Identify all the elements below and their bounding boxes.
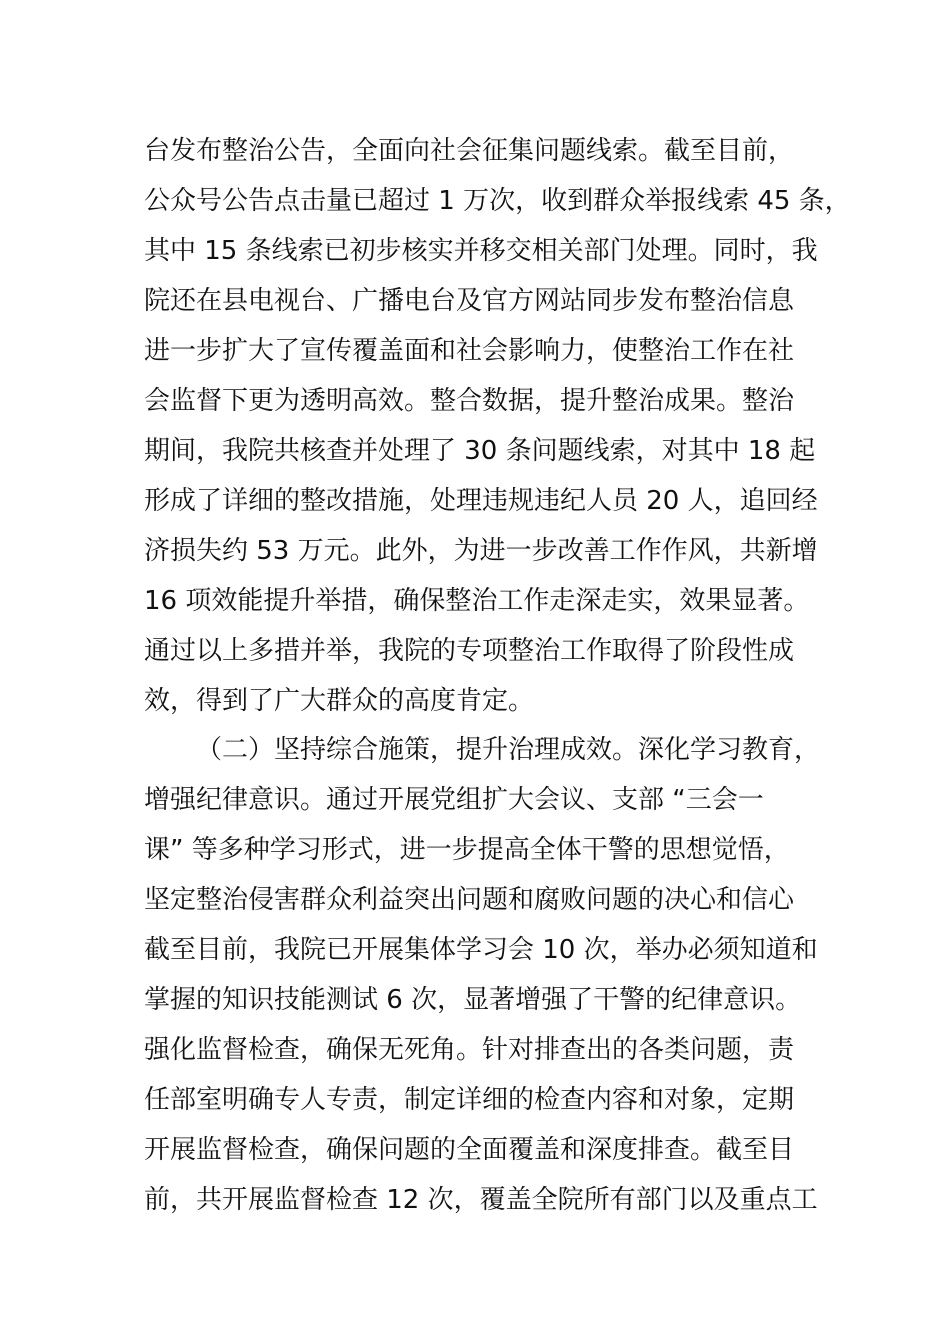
text-line: 济损失约 53 万元。此外，为进一步改善工作作风，共新增 — [144, 536, 818, 566]
text-line: 形成了详细的整改措施，处理违规违纪人员 20 人，追回经 — [144, 486, 818, 516]
text-line: 前，共开展监督检查 12 次，覆盖全院所有部门以及重点工 — [144, 1185, 818, 1215]
text-line: 16 项效能提升举措，确保整治工作走深走实，效果显著。 — [144, 586, 810, 616]
text-line: 其中 15 条线索已初步核实并移交相关部门处理。同时，我 — [144, 236, 818, 266]
text-line: 掌握的知识技能测试 6 次，显著增强了干警的纪律意识。 — [144, 985, 802, 1015]
text-line: 公众号公告点击量已超过 1 万次，收到群众举报线索 45 条， — [144, 186, 851, 216]
text-line: 进一步扩大了宣传覆盖面和社会影响力，使整治工作在社 — [144, 336, 795, 366]
text-line: 截至目前，我院已开展集体学习会 10 次，举办必须知道和 — [144, 935, 818, 965]
text-line: 会监督下更为透明高效。整合数据，提升整治成果。整治 — [144, 386, 795, 416]
text-line: 期间，我院共核查并处理了 30 条问题线索，对其中 18 起 — [144, 436, 816, 466]
text-line: 效，得到了广大群众的高度肯定。 — [144, 686, 535, 716]
text-line: 开展监督检查，确保问题的全面覆盖和深度排查。截至目 — [144, 1135, 795, 1165]
text-line: 课” 等多种学习形式，进一步提高全体干警的思想觉悟， — [144, 835, 790, 865]
text-line: 通过以上多措并举，我院的专项整治工作取得了阶段性成 — [144, 636, 795, 666]
text-line: 强化监督检查，确保无死角。针对排查出的各类问题，责 — [144, 1035, 795, 1065]
text-line: 院还在县电视台、广播电台及官方网站同步发布整治信息 — [144, 286, 795, 316]
section-heading-line: （二）坚持综合施策，提升治理成效。深化学习教育， — [196, 735, 821, 765]
text-line: 台发布整治公告，全面向社会征集问题线索。截至目前， — [144, 136, 795, 166]
text-line: 坚定整治侵害群众利益突出问题和腐败问题的决心和信心 — [144, 885, 795, 915]
text-line: 增强纪律意识。通过开展党组扩大会议、支部 “三会一 — [144, 785, 764, 815]
text-line: 任部室明确专人专责，制定详细的检查内容和对象，定期 — [144, 1085, 795, 1115]
